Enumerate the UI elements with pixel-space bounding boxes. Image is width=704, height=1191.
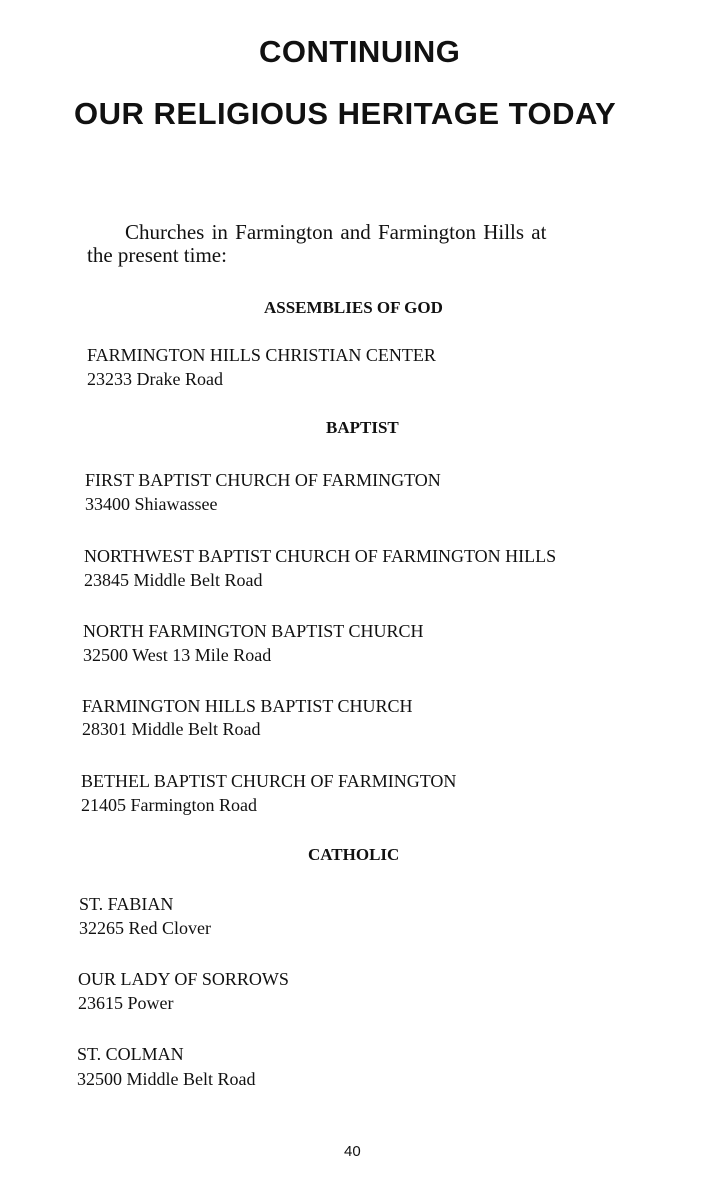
intro-line-1: Churches in Farmington and Farmington Hills at — [125, 220, 547, 244]
church-name: NORTH FARMINGTON BAPTIST CHURCH — [83, 621, 424, 641]
church-name: OUR LADY OF SORROWS — [78, 969, 289, 989]
page-number: 40 — [344, 1143, 361, 1160]
church-address: 23615 Power — [78, 993, 174, 1013]
church-address: 23845 Middle Belt Road — [84, 570, 263, 590]
church-name: NORTHWEST BAPTIST CHURCH OF FARMINGTON HILLS — [84, 546, 557, 566]
intro-line-2: the present time: — [87, 243, 227, 267]
church-address: 21405 Farmington Road — [81, 795, 257, 815]
church-address: 32265 Red Clover — [79, 918, 211, 938]
church-name: BETHEL BAPTIST CHURCH OF FARMINGTON — [81, 771, 457, 791]
church-name: FARMINGTON HILLS CHRISTIAN CENTER — [87, 345, 436, 365]
heading-line-2: OUR RELIGIOUS HERITAGE TODAY — [74, 96, 617, 131]
church-name: FIRST BAPTIST CHURCH OF FARMINGTON — [85, 470, 441, 490]
church-address: 28301 Middle Belt Road — [82, 719, 261, 739]
church-name: ST. FABIAN — [79, 894, 174, 914]
church-address: 33400 Shiawassee — [85, 494, 218, 514]
church-address: 32500 West 13 Mile Road — [83, 645, 272, 665]
heading-line-1: CONTINUING — [259, 34, 461, 69]
church-address: 23233 Drake Road — [87, 369, 223, 389]
section-title-baptist: BAPTIST — [326, 418, 399, 437]
church-address: 32500 Middle Belt Road — [77, 1069, 256, 1089]
church-name: ST. COLMAN — [77, 1044, 184, 1064]
church-name: FARMINGTON HILLS BAPTIST CHURCH — [82, 696, 413, 716]
section-title-assemblies-of-god: ASSEMBLIES OF GOD — [264, 298, 443, 317]
section-title-catholic: CATHOLIC — [308, 845, 400, 864]
